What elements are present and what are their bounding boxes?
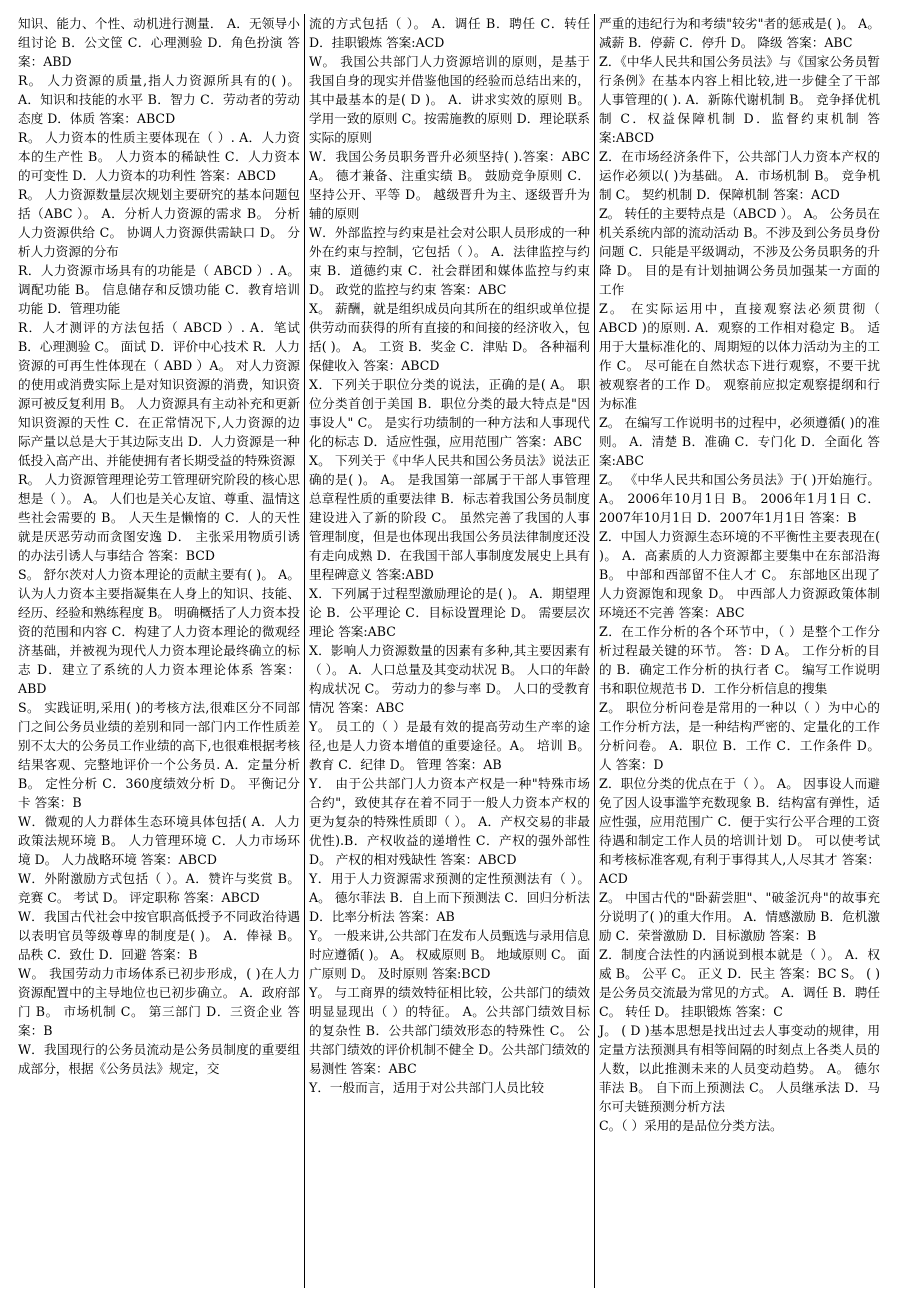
paragraph: Z。 在实际运用中，直接观察法必须贯彻（ ABCD )的原则. A．观察的工作相对稳定 B。 适用于大量标准化的、周期短的以体力活动为主的工作 C。 尽可能在自然状态下进行观察，不要干扰被观察者的工作 D。 观察前应拟定观察提纲和行为标准 <box>599 301 880 411</box>
paragraph: Y。 与工商界的绩效特征相比较，公共部门的绩效明显显现出（ ）的特征。 A。公共部门绩效目标的复杂性 B．公共部门绩效形态的特殊性 C。 公共部门绩效的评价机制不健全 D。公共部门绩效的易测性 答案：ABC <box>309 985 590 1076</box>
paragraph: W。 我国劳动力市场体系已初步形成，( )在人力资源配置中的主导地位也已初步确立。 A．政府部门 B。 市场机制 C。 第三部门 D．三资企业 答案：B <box>18 966 300 1038</box>
paragraph: Z．在工作分析的各个环节中，（ ）是整个工作分析过程最关键的环节。 答：D A。 工作分析的目的 B．确定工作分析的执行者 C。 编写工作说明书和职位规范书 D．工作分析信息的搜集 <box>599 624 880 696</box>
paragraph: S。 舒尔茨对人力资本理论的贡献主要有( )。 A。 认为人力资本主要指凝集在人身上的知识、技能、经历、经验和熟练程度 B。 明确概括了人力资本投资的范围和内容 C．构建了人力资本理论的微观经济基础，并被视为现代人力资本理论最终确立的标志 D．建立了系统的人力资本理论体系 答案：ABD <box>18 567 300 696</box>
paragraph: Z．在市场经济条件下，公共部门人力资本产权的运作必须以( )为基础。 A．市场机制 B。 竞争机制 C。 契约机制 D．保障机制 答案：ACD <box>599 149 880 202</box>
paragraph: Z。 转任的主要特点是（ABCD ）。 A。 公务员在机关系统内部的流动活动 B。不涉及到公务员身份问题 C．只能是平级调动，不涉及公务员职务的升降 D。 目的是有计划抽调公务员加强某一方面的工作 <box>599 206 880 297</box>
paragraph: R．人力资源市场具有的功能是（ ABCD ）. A。 调配功能 B。 信息储存和反馈功能 C．教育培训功能 D．管理功能 <box>18 263 300 316</box>
paragraph: 流的方式包括（ ）。 A．调任 B．聘任 C．转任 D．挂职锻炼 答案:ACD <box>309 16 590 50</box>
paragraph: J。 ( D )基本思想是找出过去人事变动的规律，用定量方法预测具有相等间隔的时刻点上各类人员的人数，以此推测未来的人员变动趋势。 A。 德尔菲法 B。 自下而上预测法 C。 人员继承法 D．马尔可夫链预测分析方法 <box>599 1023 880 1114</box>
paragraph: R。 人力资源管理理论劳工管理研究阶段的核心思想是（ ）。 A。 人们也是关心友谊、尊重、温情这些社会需要的 B。 人天生是懒惰的 C．人的天性就是厌恶劳动而贪图安逸 D． 主张采用物质引诱的办法引诱人与事结合 答案：BCD <box>18 472 300 563</box>
paragraph: Z．中国人力资源生态环境的不平衡性主要表现在( )。 A．高素质的人力资源都主要集中在东部沿海 B。 中部和西部留不住人才 C。 东部地区出现了人力资源饱和现象 D。 中西部人力资源政策体制环境还不完善 答案：ABC <box>599 529 880 620</box>
paragraph: W．微观的人力群体生态环境具体包括( A．人力政策法规环境 B。 人力管理环境 C．人力市场环境 D。 人力战略环境 答案：ABCD <box>18 814 300 867</box>
paragraph: W．外附激励方式包括（ ）。A．赞许与奖赏 B。 竞赛 C。 考试 D。 评定职称 答案：ABCD <box>18 871 300 905</box>
paragraph: R。 人力资本的性质主要体现在（ ）. A．人力资本的生产性 B。 人力资本的稀缺性 C．人力资本的可变性 D．人力资本的功利性 答案：ABCD <box>18 130 300 183</box>
document-page <box>14 14 906 1288</box>
paragraph: 知识、能力、个性、动机进行测量． A．无领导小组讨论 B．公文筐 C．心理测验 D．角色扮演 答案：ABD <box>18 16 300 69</box>
paragraph: S。 实践证明,采用( )的考核方法,很难区分不同部门之间公务员业绩的差别和同一部门内工作性质差别不太大的公务员工作业绩的高下,也很难根据考核结果客观、完整地评价一个公务员. A．定量分析 B。 定性分析 C．360度绩效分析 D。 平衡记分卡 答案：B <box>18 700 300 810</box>
paragraph: X．下列关于职位分类的说法，正确的是( A。 职位分类首创于美国 B．职位分类的最大特点是"因事设人" C。 是实行功绩制的一种方法和人事现代化的标志 D．适应性强，应用范围广 答案：ABC <box>309 377 590 449</box>
paragraph: C。（ ）采用的是品位分类方法。 <box>599 1118 783 1133</box>
paragraph: Y。 一般来讲,公共部门在发布人员甄选与录用信息时应遵循( )。 A。 权威原则 B。 地域原则 C。 面广原则 D。 及时原则 答案:BCD <box>309 928 590 981</box>
paragraph: R。 人力资源数量层次规划主要研究的基本问题包括（ABC ）。 A．分析人力资源的需求 B。 分析人力资源供给 C。 协调人力资源供需缺口 D。 分析人力资源的分布 <box>18 187 300 259</box>
paragraph: Z。 《中华人民共和国公务员法》于( )开始施行。 A。 2006年10月1日 B。 2006年1月1日 C．2007年10月1日 D．2007年1月1日 答案：B <box>599 472 880 525</box>
paragraph: Z。 在编写工作说明书的过程中，必须遵循( )的准则。 A．清楚 B．准确 C．专门化 D．全面化 答案:ABC <box>599 415 880 468</box>
paragraph: W．我国公务员职务晋升必须坚持( ).答案：ABC A。 德才兼备、注重实绩 B。 鼓励竞争原则 C．坚持公开、平等 D。 越级晋升为主、逐级晋升为辅的原则 <box>309 149 590 221</box>
paragraph: Y．用于人力资源需求预测的定性预测法有（ ）。 A。 德尔菲法 B．自上而下预测法 C．回归分析法 D．比率分析法 答案：AB <box>309 871 590 924</box>
paragraph: 严重的违纪行为和考绩"较劣"者的惩戒是( )。 A。 减薪 B．停薪 C．停升 D。 降级 答案：ABC <box>599 16 880 50</box>
paragraph: R。 人力资源的质量,指人力资源所具有的( )。 A．知识和技能的水平 B．智力 C．劳动者的劳动态度 D．体质 答案：ABCD <box>18 73 300 126</box>
paragraph: Z．《中华人民共和国公务员法》与《国家公务员暂行条例》在基本内容上相比较,进一步健全了干部人事管理的( ). A．新陈代谢机制 B。 竞争择优机制 C．权益保障机制 D．监督约束机制 答案:ABCD <box>599 54 880 145</box>
paragraph: W。 我国公共部门人力资源培训的原则，是基于我国自身的现实并借鉴他国的经验而总结出来的，其中最基本的是( D )。 A．讲求实效的原则 B。 学用一致的原则 C。按需施教的原则 D．理论联系实际的原则 <box>309 54 590 145</box>
paragraph: X．影响人力资源数量的因素有多种,其主要因素有（ ）。 A．人口总量及其变动状况 B。 人口的年龄构成状况 C。 劳动力的参与率 D。 人口的受教育情况 答案：ABC <box>309 643 590 715</box>
paragraph: Z。 职位分析问卷是常用的一种以（ ）为中心的工作分析方法，是一种结构严密的、定量化的工作分析问卷。 A．职位 B．工作 C．工作条件 D。 人 答案：D <box>599 700 880 772</box>
paragraph: Z．制度合法性的内涵说到根本就是（ ）。 A．权威 B。 公平 C。 正义 D．民主 答案：BC S。 ( )是公务员交流最为常见的方式。 A．调任 B．聘任 C。 转任 D。 挂职锻炼 答案：C <box>599 947 880 1019</box>
paragraph: W．我国古代社会中按官职高低授予不同政治待遇以表明官员等级尊卑的制度是( )。 A．俸禄 B。 品秩 C．致仕 D．回避 答案：B <box>18 909 300 962</box>
text-column-3 <box>594 14 884 1288</box>
paragraph: W．外部监控与约束是社会对公职人员形成的一种外在约束与控制，它包括（ ）。 A．法律监控与约束 B．道德约束 C．社会群团和媒体监控与约束 D。 政党的监控与约束 答案：ABC <box>309 225 590 297</box>
paragraph: X．下列属于过程型激励理论的是( )。 A．期望理论 B．公平理论 C．目标设置理论 D。 需要层次理论 答案:ABC <box>309 586 590 639</box>
paragraph: Y。 员工的（ ）是最有效的提高劳动生产率的途径,也是人力资本增值的重要途径。A。 培训 B。 教育 C．纪律 D。 管理 答案：AB <box>309 719 590 772</box>
paragraph: X。 薪酬，就是组织成员向其所在的组织或单位提供劳动而获得的所有直接的和间接的经济收入，包括( )。 A。 工资 B．奖金 C．津贴 D。 各种福利保健收入 答案：ABCD <box>309 301 590 373</box>
paragraph: R．人才测评的方法包括（ ABCD ）. A．笔试 B．心理测验 C。 面试 D．评价中心技术 R．人力资源的可再生性体现在（ ABD ）A。 对人力资源的使用或消费实际上是对知识资源的消费，知识资源可被反复利用 B。 人力资源具有主动补充和更新知识资源的天性 C．在正常情况下,人力资源的边际产量以总是大于其边际支出 D．人力资源是一种低投入高产出、并能使拥有者长期受益的特殊资源 <box>18 320 300 468</box>
paragraph: Z。 中国古代的"卧薪尝胆"、"破釜沉舟"的故事充分说明了( )的重大作用。 A．情感激励 B．危机激励 C．荣誉激励 D．目标激励 答案：B <box>599 890 880 943</box>
paragraph: Z．职位分类的优点在于（ ）。 A。 因事设人而避免了因人设事滥竽充数现象 B．结构富有弹性，适应性强，应用范围广 C．便于实行公平合理的工资待遇和制定工作人员的培训计划 D。 可以使考试和考核标准客观,有利于事得其人,人尽其才 答案：ACD <box>599 776 880 886</box>
paragraph: Y． 由于公共部门人力资本产权是一种"特殊市场合约"，致使其存在着不同于一般人力资本产权的更为复杂的特殊性质即（ ）。 A．产权交易的非最优性).B．产权收益的递增性 C．产权的强外部性 D。 产权的相对残缺性 答案：ABCD <box>309 776 590 867</box>
text-column-2 <box>304 14 594 1288</box>
text-column-1 <box>14 14 304 1288</box>
paragraph: W．我国现行的公务员流动是公务员制度的重要组成部分，根据《公务员法》规定，交 <box>18 1042 300 1076</box>
paragraph: Y．一般而言，适用于对公共部门人员比较 <box>309 1080 545 1095</box>
paragraph: X。 下列关于《中华人民共和国公务员法》说法正确的是( )。 A。 是我国第一部属于干部人事管理总章程性质的重要法律 B．标志着我国公务员制度建设进入了新的阶段 C。 虽然完善了我国的人事管理制度，但是也体现出我国公务员法律制度还没有走向成熟 D．在我国干部人事制度发展史上具有里程碑意义 答案:ABD <box>309 453 590 582</box>
